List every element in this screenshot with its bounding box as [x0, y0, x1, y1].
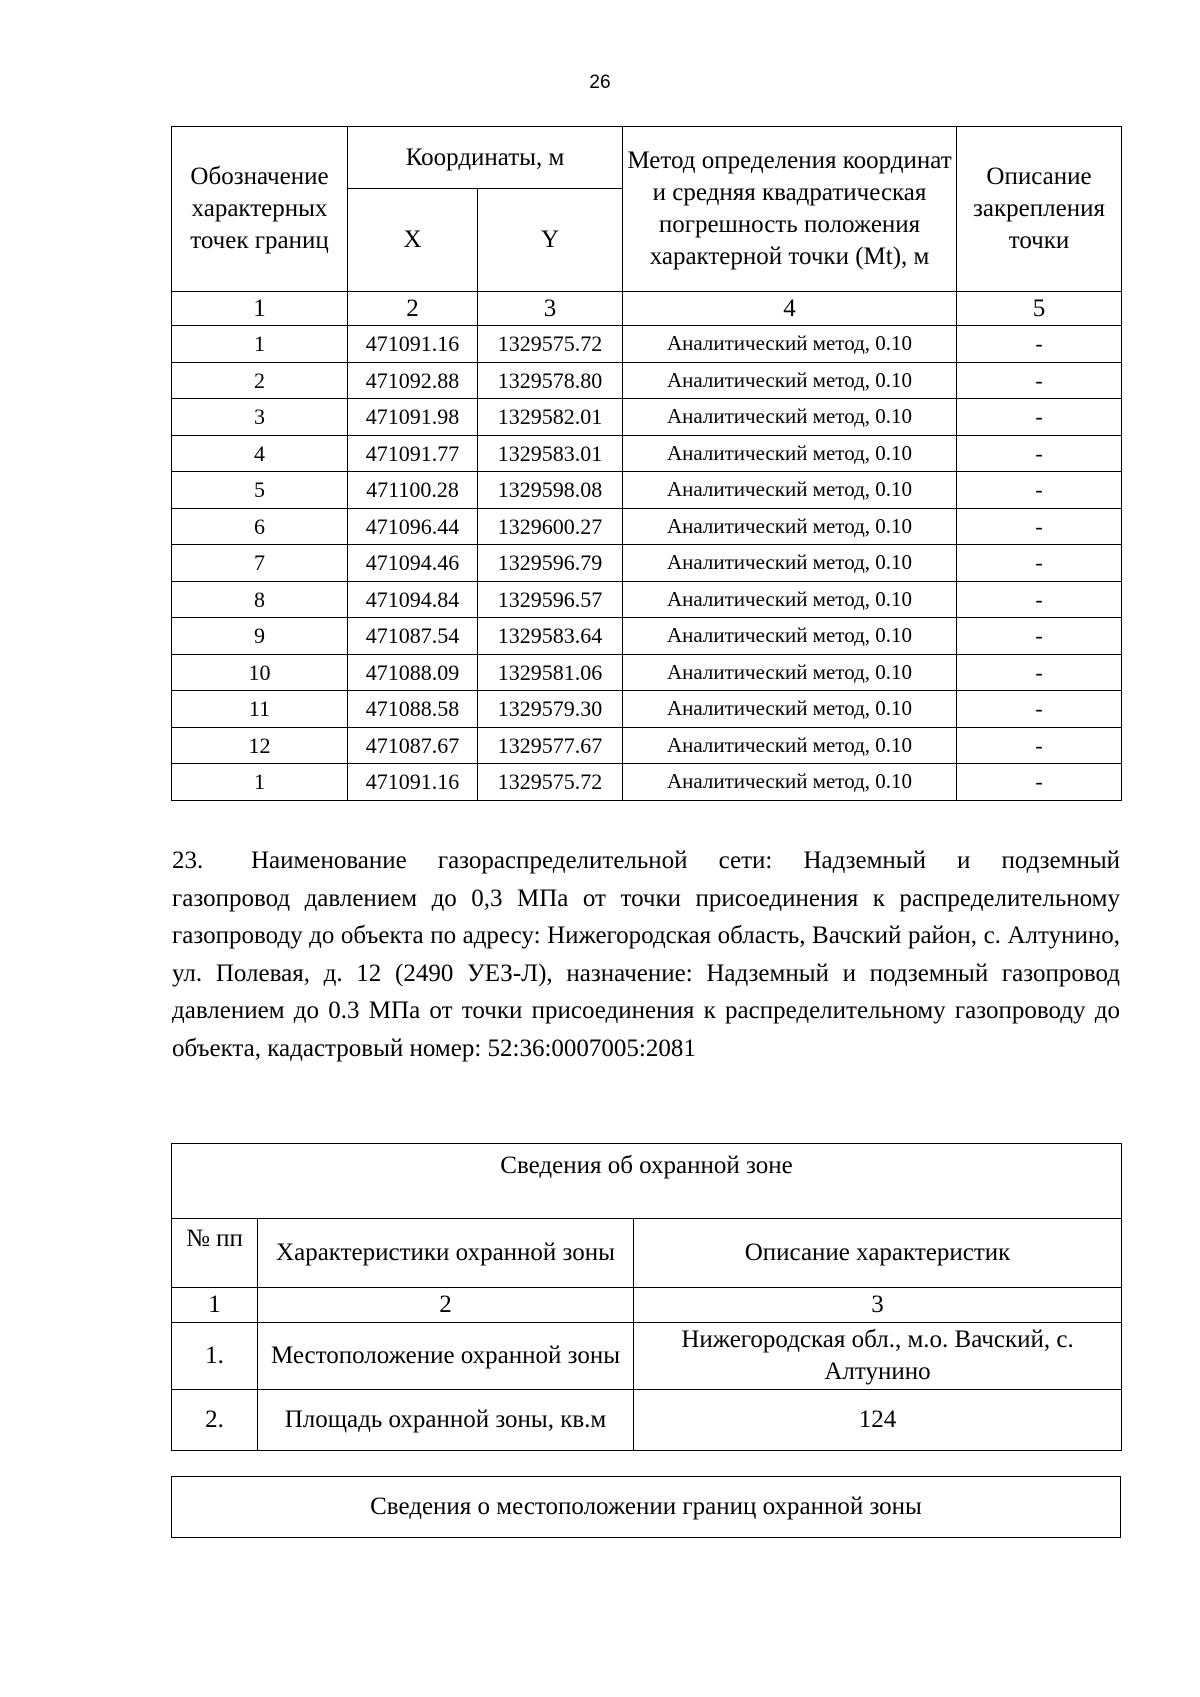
header-description: Описание закрепления точки: [957, 127, 1122, 292]
table-row: [172, 472, 1122, 509]
description-cell: -: [957, 472, 1122, 509]
table-row: [172, 727, 1122, 764]
x-cell: 471088.58: [348, 691, 478, 728]
table-row: [172, 1390, 1122, 1451]
column-number: 4: [623, 292, 957, 326]
location-table-title: Сведения о местоположении границ охранной зоны: [172, 1477, 1121, 1538]
y-cell: 1329575.72: [478, 764, 623, 801]
location-boundaries-table: [171, 1476, 1121, 1538]
coordinates-table: [171, 126, 1122, 801]
row-number: 1.: [172, 1323, 258, 1390]
table-row: [172, 435, 1122, 472]
table-row: [172, 326, 1122, 363]
y-cell: 1329598.08: [478, 472, 623, 509]
x-cell: 471091.98: [348, 399, 478, 436]
column-number: 2: [348, 292, 478, 326]
column-number: 1: [172, 292, 348, 326]
header-description: Описание характеристик: [634, 1219, 1122, 1288]
y-cell: 1329582.01: [478, 399, 623, 436]
method-cell: Аналитический метод, 0.10: [623, 362, 957, 399]
description-cell: -: [957, 435, 1122, 472]
method-cell: Аналитический метод, 0.10: [623, 435, 957, 472]
description-cell: -: [957, 362, 1122, 399]
point-cell: 4: [172, 435, 348, 472]
point-cell: 6: [172, 508, 348, 545]
column-number-row: [172, 292, 1122, 326]
table-row: [172, 508, 1122, 545]
table-row: [172, 362, 1122, 399]
description-cell: -: [957, 764, 1122, 801]
y-cell: 1329575.72: [478, 326, 623, 363]
x-cell: 471091.16: [348, 764, 478, 801]
column-number: 1: [172, 1288, 258, 1323]
point-cell: 1: [172, 326, 348, 363]
x-cell: 471100.28: [348, 472, 478, 509]
y-cell: 1329596.79: [478, 545, 623, 582]
section-text: Наименование газораспределительной сети: Надземный и подземный газопровод давлением до 0,3 МПа от точки присоединения к распределительному газопроводу до объекта по адресу: Нижегородская область, Вачский район, с. Алтунино, ул. Полевая, д. 12 (2490 УЕЗ-Л), назначение: Надземный и подземный газопровод давлением до 0.3 МПа от точки присоединения к распределительному газопроводу до объекта, кадастровый номер: 52:36:0007005:2081: [172, 847, 1120, 1062]
section-number: 23.: [172, 847, 204, 874]
header-characteristic: Характеристики охранной зоны: [258, 1219, 634, 1288]
method-cell: Аналитический метод, 0.10: [623, 727, 957, 764]
table-row: [172, 399, 1122, 436]
row-number: 2.: [172, 1390, 258, 1451]
y-cell: 1329596.57: [478, 581, 623, 618]
x-cell: 471091.77: [348, 435, 478, 472]
description-cell: -: [957, 508, 1122, 545]
x-cell: 471091.16: [348, 326, 478, 363]
method-cell: Аналитический метод, 0.10: [623, 654, 957, 691]
y-cell: 1329578.80: [478, 362, 623, 399]
point-cell: 9: [172, 618, 348, 655]
method-cell: Аналитический метод, 0.10: [623, 472, 957, 509]
description-cell: -: [957, 727, 1122, 764]
point-cell: 3: [172, 399, 348, 436]
description-cell: -: [957, 654, 1122, 691]
description-cell: -: [957, 326, 1122, 363]
point-cell: 8: [172, 581, 348, 618]
header-x: X: [348, 189, 478, 292]
column-number: 3: [634, 1288, 1122, 1323]
column-number: 5: [957, 292, 1122, 326]
method-cell: Аналитический метод, 0.10: [623, 618, 957, 655]
x-cell: 471096.44: [348, 508, 478, 545]
point-cell: 7: [172, 545, 348, 582]
x-cell: 471088.09: [348, 654, 478, 691]
description-cell: -: [957, 399, 1122, 436]
characteristic-cell: Местоположение охранной зоны: [258, 1323, 634, 1390]
table-row: [172, 691, 1122, 728]
point-cell: 11: [172, 691, 348, 728]
header-designation: Обозначение характерных точек границ: [172, 127, 348, 292]
table-row: [172, 618, 1122, 655]
point-cell: 10: [172, 654, 348, 691]
method-cell: Аналитический метод, 0.10: [623, 399, 957, 436]
method-cell: Аналитический метод, 0.10: [623, 691, 957, 728]
table-row: [172, 545, 1122, 582]
table-row: [172, 654, 1122, 691]
column-number: 2: [258, 1288, 634, 1323]
description-cell: Нижегородская обл., м.о. Вачский, с. Алтунино: [634, 1323, 1122, 1390]
y-cell: 1329579.30: [478, 691, 623, 728]
description-cell: -: [957, 545, 1122, 582]
y-cell: 1329581.06: [478, 654, 623, 691]
method-cell: Аналитический метод, 0.10: [623, 508, 957, 545]
table-row: [172, 581, 1122, 618]
point-cell: 2: [172, 362, 348, 399]
y-cell: 1329600.27: [478, 508, 623, 545]
header-method: Метод определения координат и средняя квадратическая погрешность положения характерной точки (Mt), м: [623, 127, 957, 292]
table-row: [172, 764, 1122, 801]
method-cell: Аналитический метод, 0.10: [623, 764, 957, 801]
x-cell: 471087.67: [348, 727, 478, 764]
x-cell: 471092.88: [348, 362, 478, 399]
characteristic-cell: Площадь охранной зоны, кв.м: [258, 1390, 634, 1451]
point-cell: 12: [172, 727, 348, 764]
zone-table-title: Сведения об охранной зоне: [172, 1144, 1122, 1219]
page-number: 26: [589, 72, 611, 93]
description-cell: -: [957, 581, 1122, 618]
column-number: 3: [478, 292, 623, 326]
section-paragraph: [172, 842, 1120, 1068]
x-cell: 471094.46: [348, 545, 478, 582]
description-cell: 124: [634, 1390, 1122, 1451]
x-cell: 471087.54: [348, 618, 478, 655]
header-y: Y: [478, 189, 623, 292]
point-cell: 5: [172, 472, 348, 509]
y-cell: 1329577.67: [478, 727, 623, 764]
column-number-row: [172, 1288, 1122, 1323]
x-cell: 471094.84: [348, 581, 478, 618]
method-cell: Аналитический метод, 0.10: [623, 545, 957, 582]
y-cell: 1329583.01: [478, 435, 623, 472]
description-cell: -: [957, 618, 1122, 655]
method-cell: Аналитический метод, 0.10: [623, 581, 957, 618]
description-cell: -: [957, 691, 1122, 728]
point-cell: 1: [172, 764, 348, 801]
header-number: № пп: [172, 1219, 258, 1288]
y-cell: 1329583.64: [478, 618, 623, 655]
method-cell: Аналитический метод, 0.10: [623, 326, 957, 363]
protection-zone-table: [171, 1143, 1122, 1451]
header-coordinates: Координаты, м: [348, 127, 623, 189]
table-row: [172, 1323, 1122, 1390]
